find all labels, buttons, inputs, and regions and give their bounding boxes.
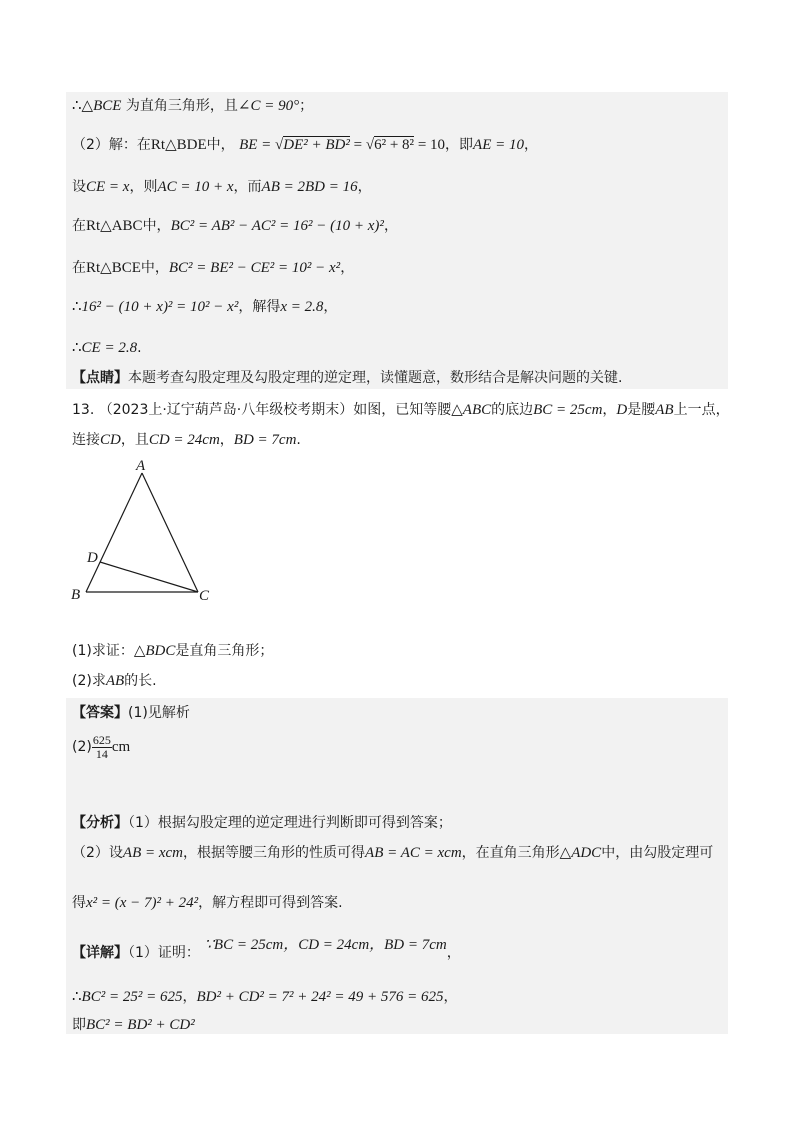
vertex-label-b: B bbox=[71, 587, 81, 603]
detail-line-2: ∴BC² = 25² = 625，BD² + CD² = 7² + 24² = 49 + 576 = 625， bbox=[72, 989, 458, 1005]
problem-number: 13. bbox=[72, 402, 95, 418]
vertex-label-c: C bbox=[199, 588, 210, 604]
answer-fraction: $\frac{625}{14}$ bbox=[92, 732, 111, 761]
question-1: (1)求证：△BDC是直角三角形； bbox=[72, 643, 274, 659]
conclusion-line: ∴△BCE 为直角三角形，且∠C = 90°； bbox=[72, 98, 314, 114]
vertex-label-a: A bbox=[136, 458, 146, 474]
problem-source: （2023上·辽宁葫芦岛·八年级校考期末） bbox=[98, 402, 354, 418]
segment-cd bbox=[100, 562, 198, 592]
answer-tag: 【答案】 bbox=[72, 705, 128, 721]
detail-line-1: 【详解】（1）证明： ∵BC = 25cm，CD = 24cm，BD = 7cm， bbox=[72, 937, 461, 961]
problem-13-line1: 13. （2023上·辽宁葫芦岛·八年级校考期末）如图，已知等腰△ABC的底边BC = 25cm，D是腰AB上一点， bbox=[72, 402, 730, 418]
side-ab bbox=[86, 473, 142, 592]
problem-13-line2: 连接CD，且CD = 24cm，BD = 7cm. bbox=[72, 432, 301, 448]
answer-line-2: (2) $\frac{625}{14}$ cm bbox=[72, 732, 131, 761]
part2-line: （2）解：在Rt△BDE中， BE = √DE² + BD² = √6² + 8² = 10，即AE = 10， bbox=[72, 137, 538, 153]
question-2: (2)求AB的长. bbox=[72, 673, 157, 689]
abc-line: 在Rt△ABC中，BC² = AB² − AC² = 16² − (10 + x)²， bbox=[72, 218, 398, 234]
sqrt-radicand-2: 6² + 8² bbox=[374, 137, 415, 153]
comment-tag: 【点睛】 bbox=[72, 370, 128, 386]
let-line: 设CE = x，则AC = 10 + x，而AB = 2BD = 16， bbox=[72, 179, 372, 195]
analysis-line-1: 【分析】（1）根据勾股定理的逆定理进行判断即可得到答案； bbox=[72, 815, 452, 831]
sqrt-radicand-1: DE² + BD² bbox=[283, 137, 350, 153]
bce-line: 在Rt△BCE中，BC² = BE² − CE² = 10² − x²， bbox=[72, 260, 355, 276]
side-ac bbox=[142, 473, 198, 592]
final-line: ∴CE = 2.8. bbox=[72, 340, 142, 356]
analysis-line-3: 得x² = (x − 7)² + 24²，解方程即可得到答案. bbox=[72, 895, 343, 911]
comment-line: 【点睛】本题考查勾股定理及勾股定理的逆定理，读懂题意，数形结合是解决问题的关键. bbox=[72, 370, 623, 386]
detail-line-3: 即BC² = BD² + CD² bbox=[72, 1017, 195, 1033]
solve-line: ∴16² − (10 + x)² = 10² − x²，解得x = 2.8， bbox=[72, 299, 338, 315]
analysis-line-2: （2）设AB = xcm，根据等腰三角形的性质可得AB = AC = xcm，在直角三角形△ADC中，由勾股定理可 bbox=[72, 845, 714, 861]
solution-block-bottom bbox=[66, 698, 728, 1034]
triangle-figure bbox=[68, 455, 228, 605]
triangle-bce: △BCE bbox=[81, 98, 122, 114]
detail-tag: 【详解】 bbox=[72, 945, 128, 961]
answer-line-1: 【答案】(1)见解析 bbox=[72, 705, 190, 721]
analysis-tag: 【分析】 bbox=[72, 815, 128, 831]
vertex-label-d: D bbox=[87, 550, 98, 566]
